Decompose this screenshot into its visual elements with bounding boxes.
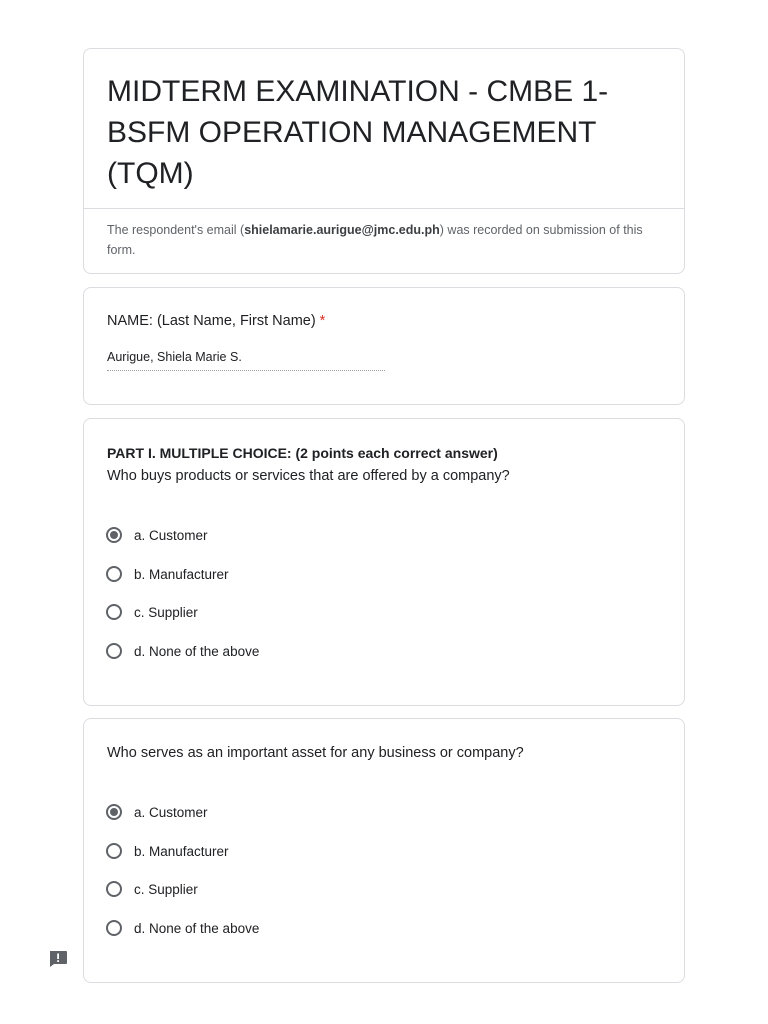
radio-option-a[interactable] xyxy=(106,524,208,546)
name-question-card xyxy=(83,287,685,405)
radio-button[interactable] xyxy=(106,643,122,659)
form-title: MIDTERM EXAMINATION - CMBE 1-BSFM OPERATION MANAGEMENT (TQM) xyxy=(107,75,609,190)
radio-option-b[interactable] xyxy=(106,840,229,862)
radio-option-c[interactable] xyxy=(106,878,198,900)
radio-button[interactable] xyxy=(106,604,122,620)
option-label: d. None of the above xyxy=(134,643,260,659)
radio-option-a[interactable] xyxy=(106,801,208,823)
option-label: c. Supplier xyxy=(134,604,198,620)
radio-option-d[interactable] xyxy=(106,640,259,662)
required-asterisk: * xyxy=(319,313,326,329)
radio-dot xyxy=(110,808,118,816)
name-question-label xyxy=(107,313,325,329)
radio-button[interactable] xyxy=(106,881,122,897)
option-label: a. Customer xyxy=(134,527,208,543)
radio-button[interactable] xyxy=(106,566,122,582)
email-recorded-note xyxy=(84,209,684,260)
report-feedback-icon[interactable] xyxy=(48,950,68,968)
radio-dot xyxy=(110,531,118,539)
feedback-icon-graphic xyxy=(48,950,68,968)
option-label: b. Manufacturer xyxy=(134,843,229,859)
form-header-card xyxy=(83,48,685,274)
question-text: Who buys products or services that are offered by a company? xyxy=(107,468,510,484)
question-text: Who serves as an important asset for any business or company? xyxy=(107,745,524,761)
name-question-text: NAME: (Last Name, First Name) xyxy=(107,313,316,329)
email-note-suffix: ) was recorded on submission of this form. xyxy=(107,223,643,257)
radio-button-selected[interactable] xyxy=(106,527,122,543)
option-label: d. None of the above xyxy=(134,920,260,936)
option-label: a. Customer xyxy=(134,804,208,820)
radio-option-c[interactable] xyxy=(106,601,198,623)
section-heading: PART I. MULTIPLE CHOICE: (2 points each correct answer) xyxy=(107,445,498,461)
question-card xyxy=(83,718,685,983)
question-card xyxy=(83,418,685,706)
radio-button-selected[interactable] xyxy=(106,804,122,820)
email-note-prefix: The respondent's email ( xyxy=(107,223,245,237)
option-label: b. Manufacturer xyxy=(134,566,229,582)
name-answer-field[interactable]: Aurigue, Shiela Marie S. xyxy=(107,350,385,371)
radio-option-d[interactable] xyxy=(106,917,259,939)
respondent-email: shielamarie.aurigue@jmc.edu.ph xyxy=(244,223,440,237)
option-label: c. Supplier xyxy=(134,881,198,897)
radio-button[interactable] xyxy=(106,843,122,859)
radio-button[interactable] xyxy=(106,920,122,936)
radio-option-b[interactable] xyxy=(106,563,229,585)
